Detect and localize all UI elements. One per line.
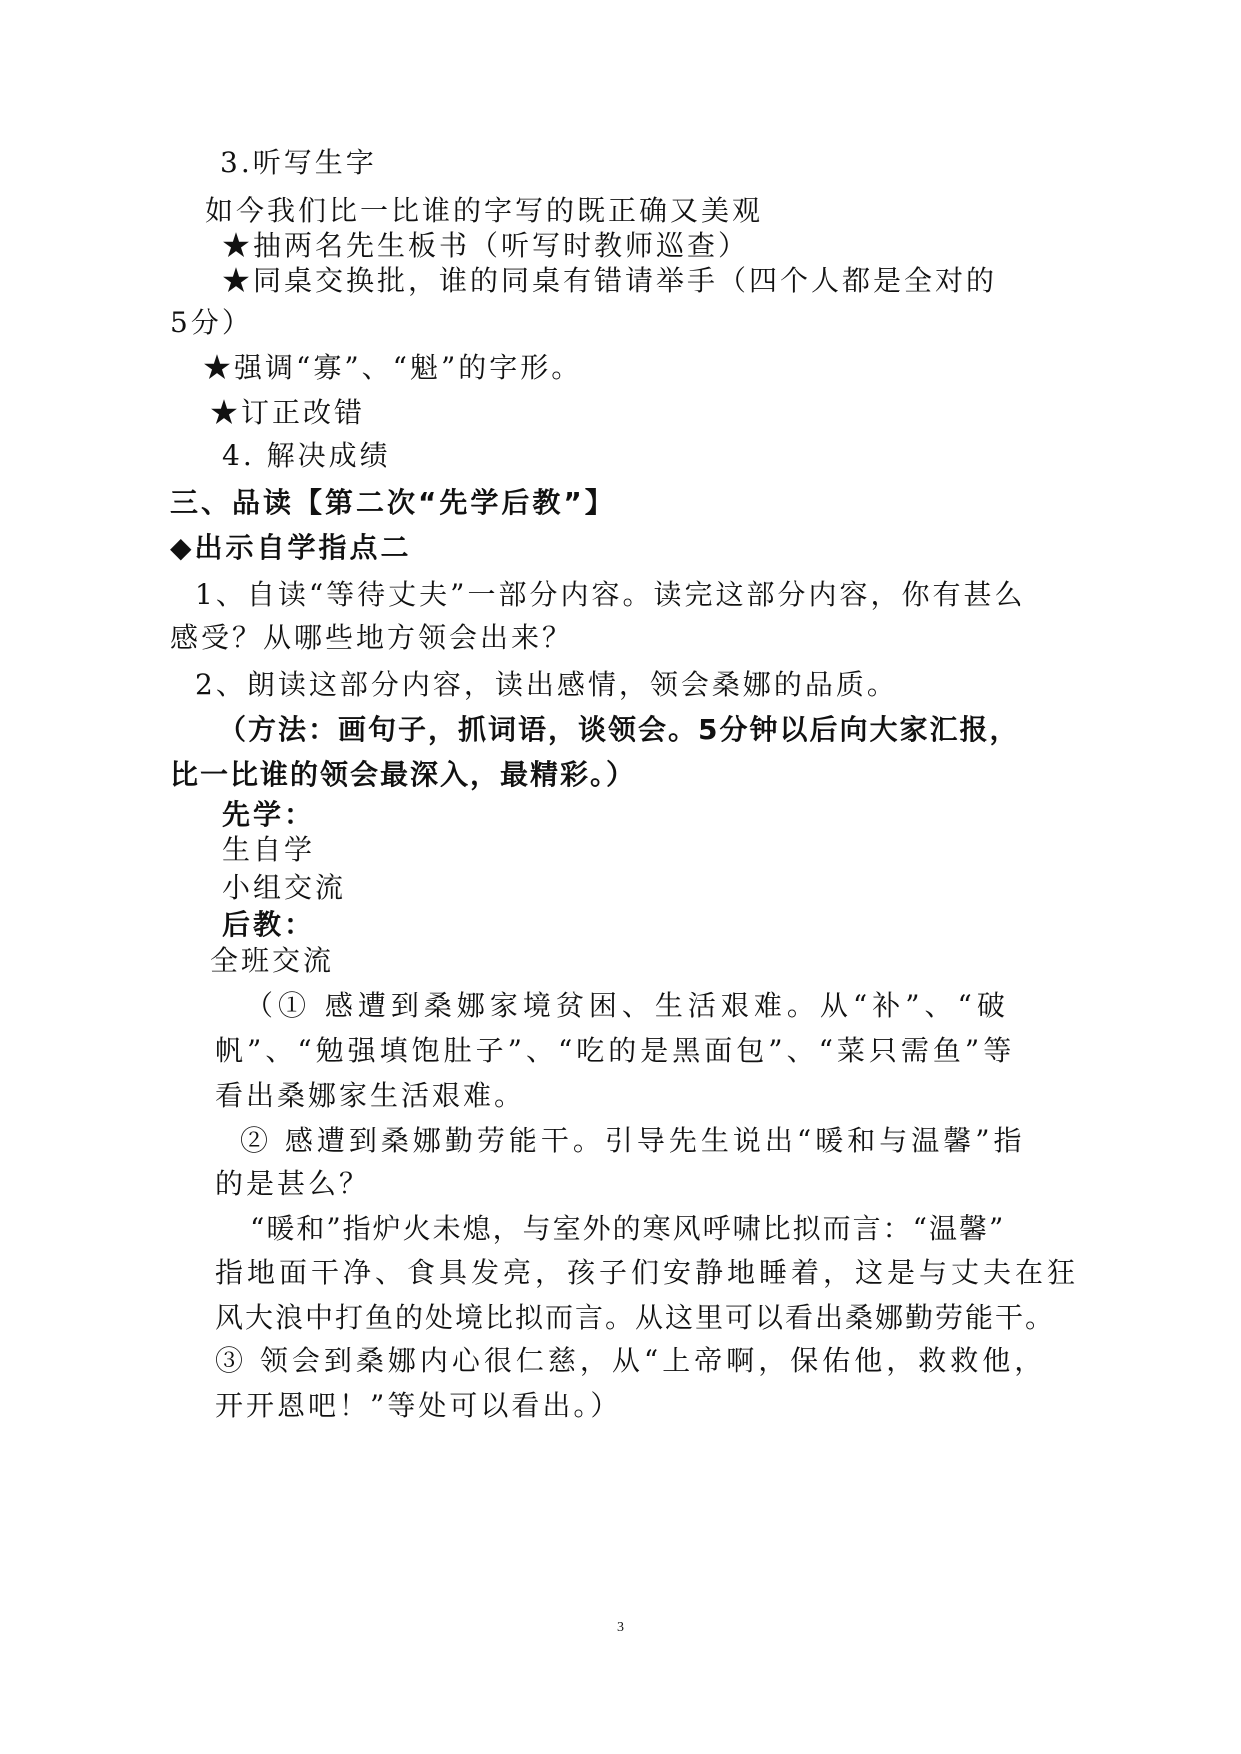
bullet-line: ★强调“寡”、“魁”的字形。 <box>203 351 583 384</box>
text-line: 指地面干净、食具发亮，孩子们安静地睡着，这是与丈夫在狂 <box>215 1256 1080 1289</box>
text-line: 的是甚么？ <box>215 1167 371 1200</box>
label-xianxue: 先学： <box>222 798 316 831</box>
text-line: 如今我们比一比谁的字写的既正确又美观 <box>205 194 764 227</box>
text-line: 帆”、“勉强填饱肚子”、“吃的是黑面包”、“菜只需鱼”等 <box>215 1034 1016 1067</box>
text-line: ③ 领会到桑娜内心很仁慈，从“上帝啊，保佑他，救救他， <box>215 1344 1047 1377</box>
section-heading: 三、品读【第二次“先学后教”】 <box>170 486 616 519</box>
text-line: 风大浪中打鱼的处境比拟而言。从这里可以看出桑娜勤劳能干。 <box>215 1301 1056 1334</box>
bullet-line: ★抽两名先生板书（听写时教师巡查） <box>222 229 750 262</box>
text-line: （① 感遭到桑娜家境贫困、生活艰难。从“补”、“破 <box>245 989 1010 1022</box>
text-line: 2、朗读这部分内容，读出感情，领会桑娜的品质。 <box>195 668 898 701</box>
text-line: 生自学 <box>222 833 316 866</box>
text-line: ② 感遭到桑娜勤劳能干。引导先生说出“暖和与温馨”指 <box>240 1124 1026 1157</box>
bullet-line: ★同桌交换批，谁的同桌有错请举手（四个人都是全对的 <box>222 264 998 297</box>
text-line: 看出桑娜家生活艰难。 <box>215 1079 526 1112</box>
text-line: 开开恩吧！”等处可以看出。） <box>215 1389 622 1422</box>
text-line: 5分） <box>170 306 253 339</box>
dictation-heading: 3.听写生字 <box>220 146 377 179</box>
text-line: 感受？从哪些地方领会出来？ <box>170 621 574 654</box>
text-line: 全班交流 <box>210 944 335 977</box>
subsection-heading: ◆出示自学指点二 <box>170 531 412 564</box>
text-line: 4. 解决成绩 <box>222 439 391 472</box>
bullet-line: ★订正改错 <box>210 396 366 429</box>
method-note: 比一比谁的领会最深入，最精彩。） <box>170 758 637 791</box>
page-number: 3 <box>617 1620 624 1635</box>
method-note: （方法：画句子，抓词语，谈领会。5分钟以后向大家汇报， <box>218 713 1020 746</box>
text-line: 1、自读“等待丈夫”一部分内容。读完这部分内容，你有甚么 <box>195 578 1026 611</box>
label-houjiao: 后教： <box>222 908 316 941</box>
text-line: 小组交流 <box>222 871 347 904</box>
text-line: “暖和”指炉火未熄，与室外的寒风呼啸比拟而言：“温馨” <box>250 1212 1006 1245</box>
